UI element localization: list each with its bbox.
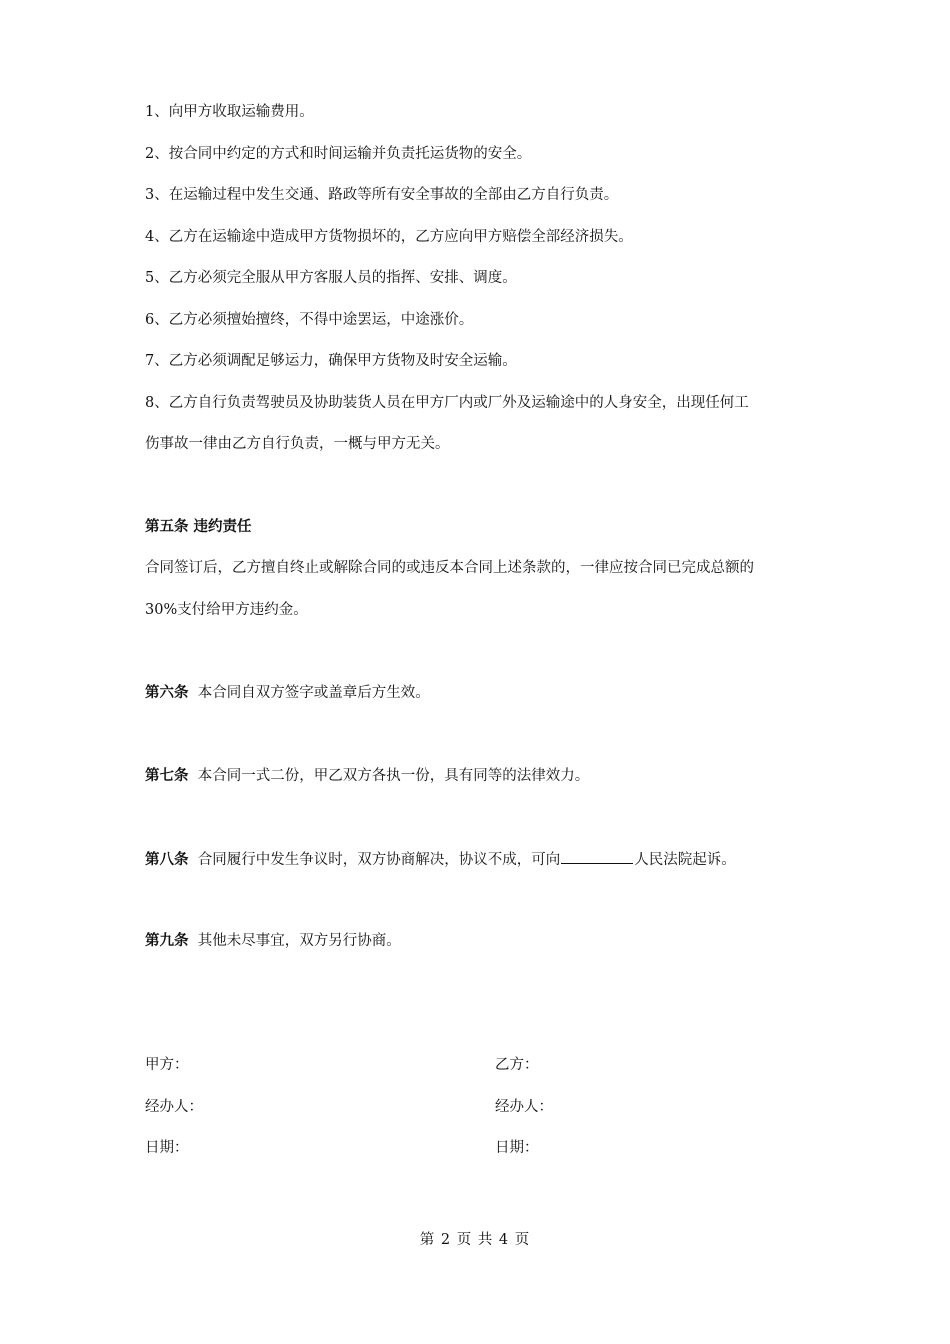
article6-text: 本合同自双方签字或盖章后方生效。 xyxy=(197,685,430,701)
article7-text: 本合同一式二份，甲乙双方各执一份，具有同等的法律效力。 xyxy=(197,768,590,784)
obligation-item-3: 3、在运输过程中发生交通、路政等所有安全事故的全部由乙方自行负责。 xyxy=(145,187,619,203)
obligation-item-8-continued: 伤事故一律由乙方自行负责，一概与甲方无关。 xyxy=(145,436,450,452)
obligation-item-7: 7、乙方必须调配足够运力，确保甲方货物及时安全运输。 xyxy=(145,353,517,369)
obligation-item-4: 4、乙方在运输途中造成甲方货物损坏的，乙方应向甲方赔偿全部经济损失。 xyxy=(145,229,633,245)
party-a-label: 甲方： xyxy=(145,1057,189,1073)
court-name-blank xyxy=(561,848,633,864)
article9-heading: 第九条 xyxy=(145,932,189,949)
article5-text-line1: 合同签订后，乙方擅自终止或解除合同的或违反本合同上述条款的，一律应按合同已完成总额的 xyxy=(145,560,754,576)
party-b-label: 乙方： xyxy=(495,1057,539,1073)
article8-heading: 第八条 xyxy=(145,851,189,868)
article9 xyxy=(145,931,401,951)
party-b-date-label: 日期： xyxy=(495,1140,539,1156)
party-b-handler-label: 经办人： xyxy=(495,1099,553,1115)
article7-heading: 第七条 xyxy=(145,767,189,784)
page-number: 第 2 页 共 4 页 xyxy=(419,1232,531,1248)
article8-text-before: 合同履行中发生争议时，双方协商解决，协议不成，可向 xyxy=(197,852,561,868)
article8-text-after: 人民法院起诉。 xyxy=(634,852,736,868)
obligation-item-6: 6、乙方必须擅始擅终，不得中途罢运，中途涨价。 xyxy=(145,312,474,328)
obligation-item-1: 1、向甲方收取运输费用。 xyxy=(145,104,314,120)
article9-text: 其他未尽事宜，双方另行协商。 xyxy=(197,933,401,949)
party-a-handler-label: 经办人： xyxy=(145,1099,203,1115)
obligation-item-2: 2、按合同中约定的方式和时间运输并负责托运货物的安全。 xyxy=(145,146,532,162)
article6 xyxy=(145,683,430,703)
obligation-item-8: 8、乙方自行负责驾驶员及协助装货人员在甲方厂内或厂外及运输途中的人身安全，出现任何工 xyxy=(145,395,749,411)
article8 xyxy=(145,848,736,870)
obligation-item-5: 5、乙方必须完全服从甲方客服人员的指挥、安排、调度。 xyxy=(145,270,517,286)
party-a-date-label: 日期： xyxy=(145,1140,189,1156)
article5-text-line2: 30%支付给甲方违约金。 xyxy=(145,602,308,618)
article7 xyxy=(145,766,589,786)
article5-heading: 第五条 违约责任 xyxy=(145,518,252,535)
article6-heading: 第六条 xyxy=(145,684,189,701)
